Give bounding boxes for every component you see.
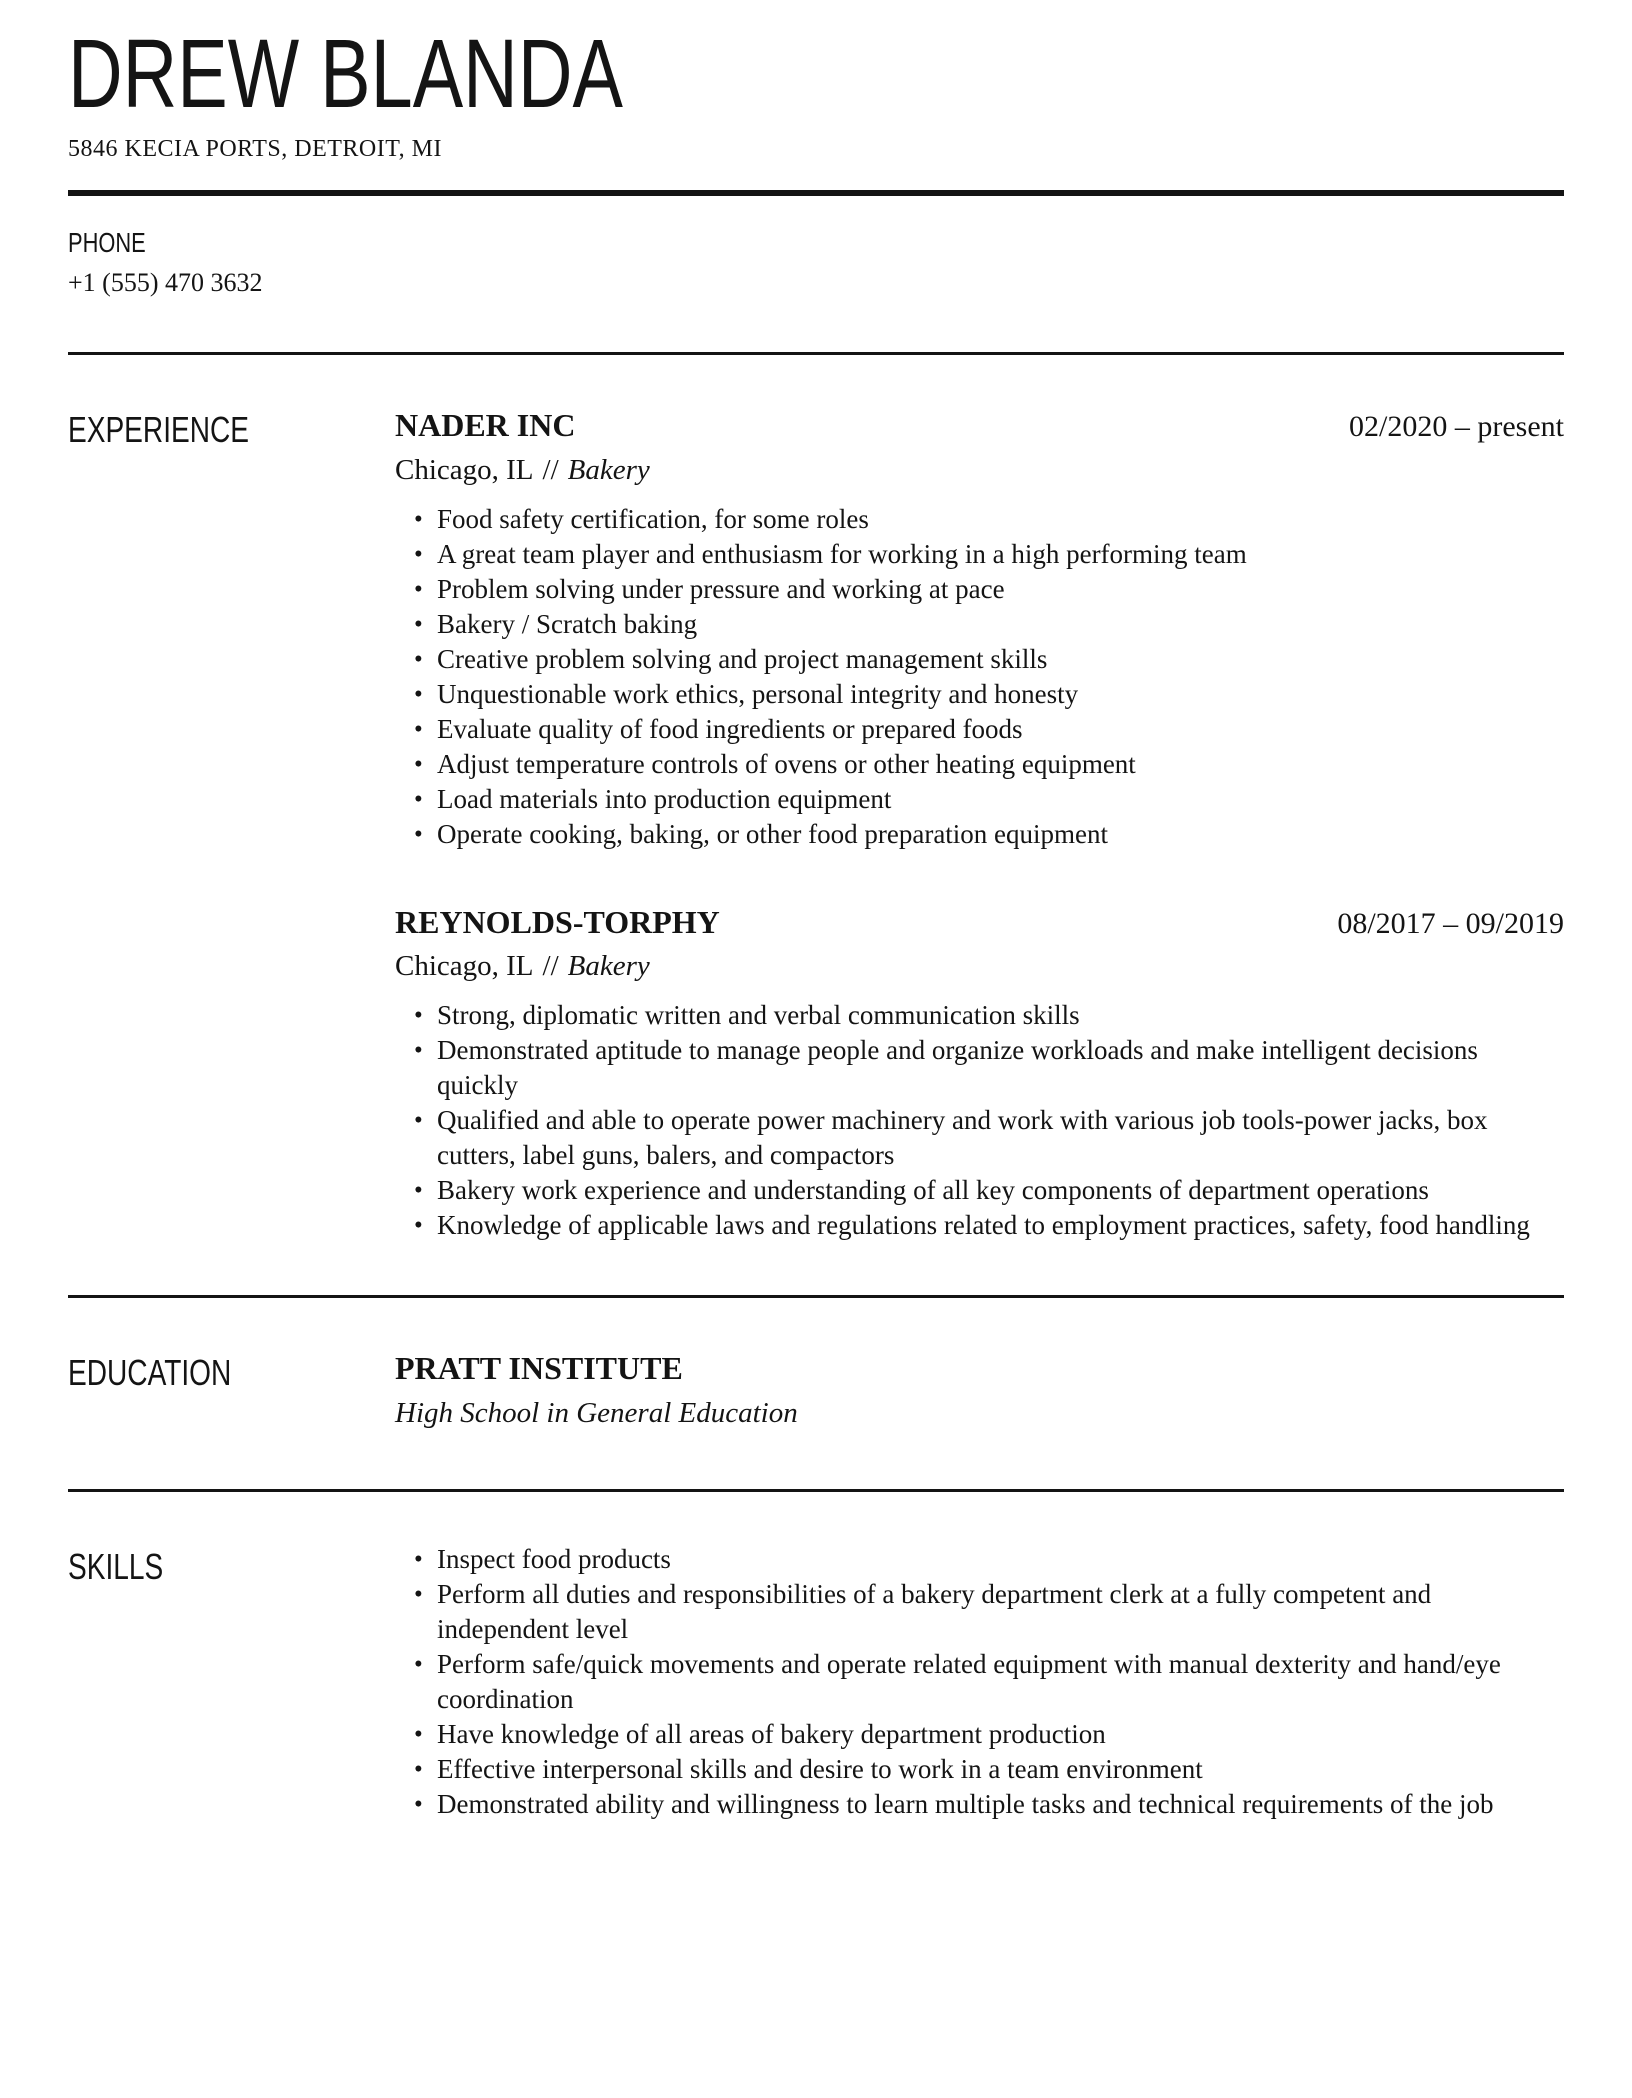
- resume-header: [68, 19, 1564, 164]
- skills-section: [68, 1492, 1564, 1822]
- skills-bullet-list: [395, 1542, 1564, 1822]
- bullet-item: • Knowledge of applicable laws and regulations related to employment practices, safety, food handling: [395, 1208, 1564, 1243]
- education-content-column: [395, 1298, 1564, 1433]
- bullet-item: • Bakery work experience and understanding of all key components of department operations: [395, 1173, 1564, 1208]
- skills-section-title: SKILLS: [68, 1546, 164, 1588]
- phone-label: PHONE: [68, 226, 146, 258]
- bullet-item: • Perform safe/quick movements and operate related equipment with manual dexterity and hand/eye coordination: [395, 1647, 1564, 1717]
- experience-content-column: [395, 355, 1564, 1242]
- bullet-item: • Demonstrated aptitude to manage people and organize workloads and make intelligent decisions quickly: [395, 1033, 1564, 1103]
- person-address: 5846 KECIA PORTS, DETROIT, MI: [68, 135, 442, 162]
- job-bullet-list: [395, 502, 1564, 852]
- company-name: NADER INC: [395, 407, 576, 444]
- job-location: Chicago, IL: [395, 950, 534, 983]
- skills-label-column: [68, 1492, 395, 1822]
- experience-job-1: [395, 405, 1564, 851]
- experience-section: [68, 355, 1564, 1294]
- bullet-item: • Perform all duties and responsibilities of a bakery department clerk at a fully competent and independent level: [395, 1577, 1564, 1647]
- bullet-item: • Demonstrated ability and willingness to learn multiple tasks and technical requirements of the job: [395, 1787, 1564, 1822]
- bullet-item: • Adjust temperature controls of ovens or other heating equipment: [395, 747, 1564, 782]
- bullet-item: • Have knowledge of all areas of bakery department production: [395, 1717, 1564, 1752]
- experience-label-column: [68, 355, 395, 1242]
- experience-section-title: EXPERIENCE: [68, 409, 250, 451]
- bullet-item: • Inspect food products: [395, 1542, 1564, 1577]
- education-section: [68, 1298, 1564, 1489]
- person-name: DREW BLANDA: [68, 19, 623, 128]
- location-role-separator: //: [542, 453, 559, 486]
- bullet-item: • Load materials into production equipment: [395, 782, 1564, 817]
- job-dates: 02/2020 – present: [1349, 410, 1564, 444]
- job-heading-row: [395, 902, 1564, 943]
- bullet-item: • Strong, diplomatic written and verbal communication skills: [395, 998, 1564, 1033]
- bullet-item: • A great team player and enthusiasm for working in a high performing team: [395, 537, 1564, 572]
- bullet-item: • Food safety certification, for some roles: [395, 502, 1564, 537]
- company-name: REYNOLDS-TORPHY: [395, 903, 720, 940]
- bullet-item: • Bakery / Scratch baking: [395, 607, 1564, 642]
- degree-name: High School in General Education: [395, 1397, 798, 1430]
- education-label-column: [68, 1298, 395, 1433]
- job-heading-row: [395, 405, 1564, 446]
- bullet-item: • Effective interpersonal skills and desire to work in a team environment: [395, 1752, 1564, 1787]
- bullet-item: • Evaluate quality of food ingredients or prepared foods: [395, 712, 1564, 747]
- job-role: Bakery: [567, 453, 650, 486]
- experience-job-2: [395, 902, 1564, 1243]
- phone-value: +1 (555) 470 3632: [68, 268, 263, 298]
- job-location: Chicago, IL: [395, 453, 534, 486]
- job-location-role: [395, 452, 1564, 490]
- school-name: PRATT INSTITUTE: [395, 1349, 683, 1386]
- bullet-item: • Qualified and able to operate power machinery and work with various job tools-power jacks, box cutters, label guns, balers, and compactors: [395, 1103, 1564, 1173]
- bullet-item: • Unquestionable work ethics, personal integrity and honesty: [395, 677, 1564, 712]
- bullet-item: • Problem solving under pressure and working at pace: [395, 572, 1564, 607]
- skills-content-column: [395, 1492, 1564, 1822]
- bullet-item: • Operate cooking, baking, or other food preparation equipment: [395, 817, 1564, 852]
- job-dates: 08/2017 – 09/2019: [1337, 906, 1564, 940]
- education-section-title: EDUCATION: [68, 1351, 232, 1393]
- job-role: Bakery: [567, 950, 650, 983]
- job-bullet-list: [395, 998, 1564, 1243]
- job-location-role: [395, 948, 1564, 986]
- location-role-separator: //: [542, 950, 559, 983]
- contact-section: [68, 196, 1564, 353]
- bullet-item: • Creative problem solving and project management skills: [395, 642, 1564, 677]
